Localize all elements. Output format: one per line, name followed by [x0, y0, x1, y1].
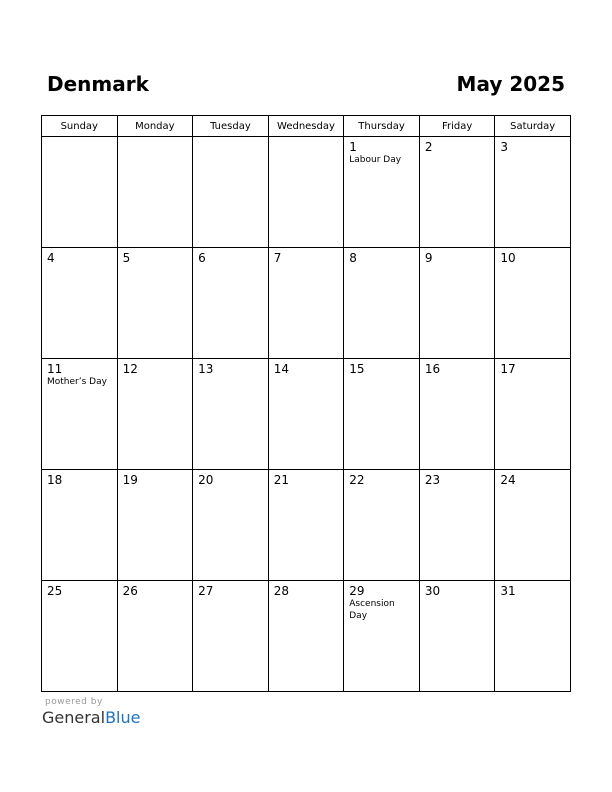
calendar-grid — [41, 115, 571, 692]
day-number: 25 — [47, 584, 63, 598]
day-cell — [42, 248, 118, 359]
calendar-week-row — [42, 581, 571, 692]
day-number: 22 — [349, 473, 365, 487]
day-number: 2 — [424, 140, 433, 154]
calendar-week-row — [42, 137, 571, 248]
day-number: 1 — [349, 140, 357, 154]
day-number: 3 — [500, 140, 509, 154]
empty-day-cell — [117, 137, 193, 248]
day-number: 18 — [47, 473, 63, 487]
day-cell — [495, 581, 571, 692]
day-number: 12 — [122, 362, 138, 376]
day-cell — [117, 470, 193, 581]
weekday-sunday: Sunday — [42, 116, 118, 137]
calendar-week-row — [42, 359, 571, 470]
day-cell — [193, 470, 269, 581]
day-number: 31 — [500, 584, 516, 598]
day-cell — [117, 581, 193, 692]
day-cell — [419, 470, 495, 581]
weekday-saturday: Saturday — [495, 116, 571, 137]
day-number: 5 — [122, 251, 131, 265]
day-number: 20 — [198, 473, 214, 487]
day-cell — [193, 581, 269, 692]
day-cell — [419, 359, 495, 470]
day-number: 30 — [424, 584, 441, 598]
day-number: 29 — [349, 584, 365, 598]
day-number: 28 — [273, 584, 289, 598]
day-number: 10 — [500, 251, 516, 265]
day-number: 15 — [349, 362, 365, 376]
calendar-week-row — [42, 248, 571, 359]
brand-general: General — [42, 708, 106, 727]
day-cell — [344, 248, 420, 359]
day-number: 21 — [273, 473, 289, 487]
day-number: 19 — [122, 473, 138, 487]
powered-by-text: powered by — [45, 697, 103, 707]
day-number: 26 — [122, 584, 138, 598]
day-number: 14 — [273, 362, 289, 376]
holiday-label: Labour Day — [349, 155, 402, 165]
weekday-monday: Monday — [117, 116, 193, 137]
day-number: 17 — [500, 362, 516, 376]
holiday-label: Ascension Day — [349, 599, 395, 621]
calendar-body — [42, 137, 571, 692]
day-cell — [344, 359, 420, 470]
empty-day-cell — [268, 137, 344, 248]
day-cell — [268, 248, 344, 359]
day-number: 7 — [273, 251, 282, 265]
day-cell — [42, 581, 118, 692]
day-number: 27 — [198, 584, 214, 598]
day-cell — [193, 248, 269, 359]
day-number: 13 — [198, 362, 214, 376]
day-number: 16 — [424, 362, 441, 376]
holiday-label: Mother’s Day — [47, 377, 107, 387]
day-cell — [42, 359, 118, 470]
day-cell — [117, 248, 193, 359]
country-title: Denmark — [47, 72, 149, 96]
weekday-thursday: Thursday — [344, 116, 420, 137]
day-cell — [495, 359, 571, 470]
month-year-title: May 2025 — [456, 72, 565, 96]
day-number: 6 — [198, 251, 206, 265]
day-cell — [419, 248, 495, 359]
day-cell — [268, 470, 344, 581]
day-cell — [495, 137, 571, 248]
calendar-week-row — [42, 470, 571, 581]
day-number: 11 — [47, 362, 63, 376]
weekday-friday: Friday — [419, 116, 495, 137]
empty-day-cell — [42, 137, 118, 248]
day-cell — [117, 359, 193, 470]
day-cell — [495, 470, 571, 581]
day-cell — [419, 137, 495, 248]
weekday-header-row — [42, 116, 571, 137]
day-cell — [344, 581, 420, 692]
empty-day-cell — [193, 137, 269, 248]
day-cell — [42, 470, 118, 581]
weekday-tuesday: Tuesday — [193, 116, 269, 137]
day-cell — [193, 359, 269, 470]
day-cell — [495, 248, 571, 359]
day-cell — [344, 470, 420, 581]
day-cell — [268, 581, 344, 692]
day-cell — [419, 581, 495, 692]
day-cell — [268, 359, 344, 470]
brand-logo — [42, 708, 140, 727]
day-number: 9 — [424, 251, 433, 265]
weekday-wednesday: Wednesday — [268, 116, 344, 137]
brand-blue: Blue — [105, 708, 141, 727]
day-number: 23 — [424, 473, 441, 487]
day-number: 4 — [47, 251, 55, 265]
day-cell — [344, 137, 420, 248]
day-number: 24 — [500, 473, 516, 487]
day-number: 8 — [349, 251, 357, 265]
footer-branding — [42, 697, 140, 727]
